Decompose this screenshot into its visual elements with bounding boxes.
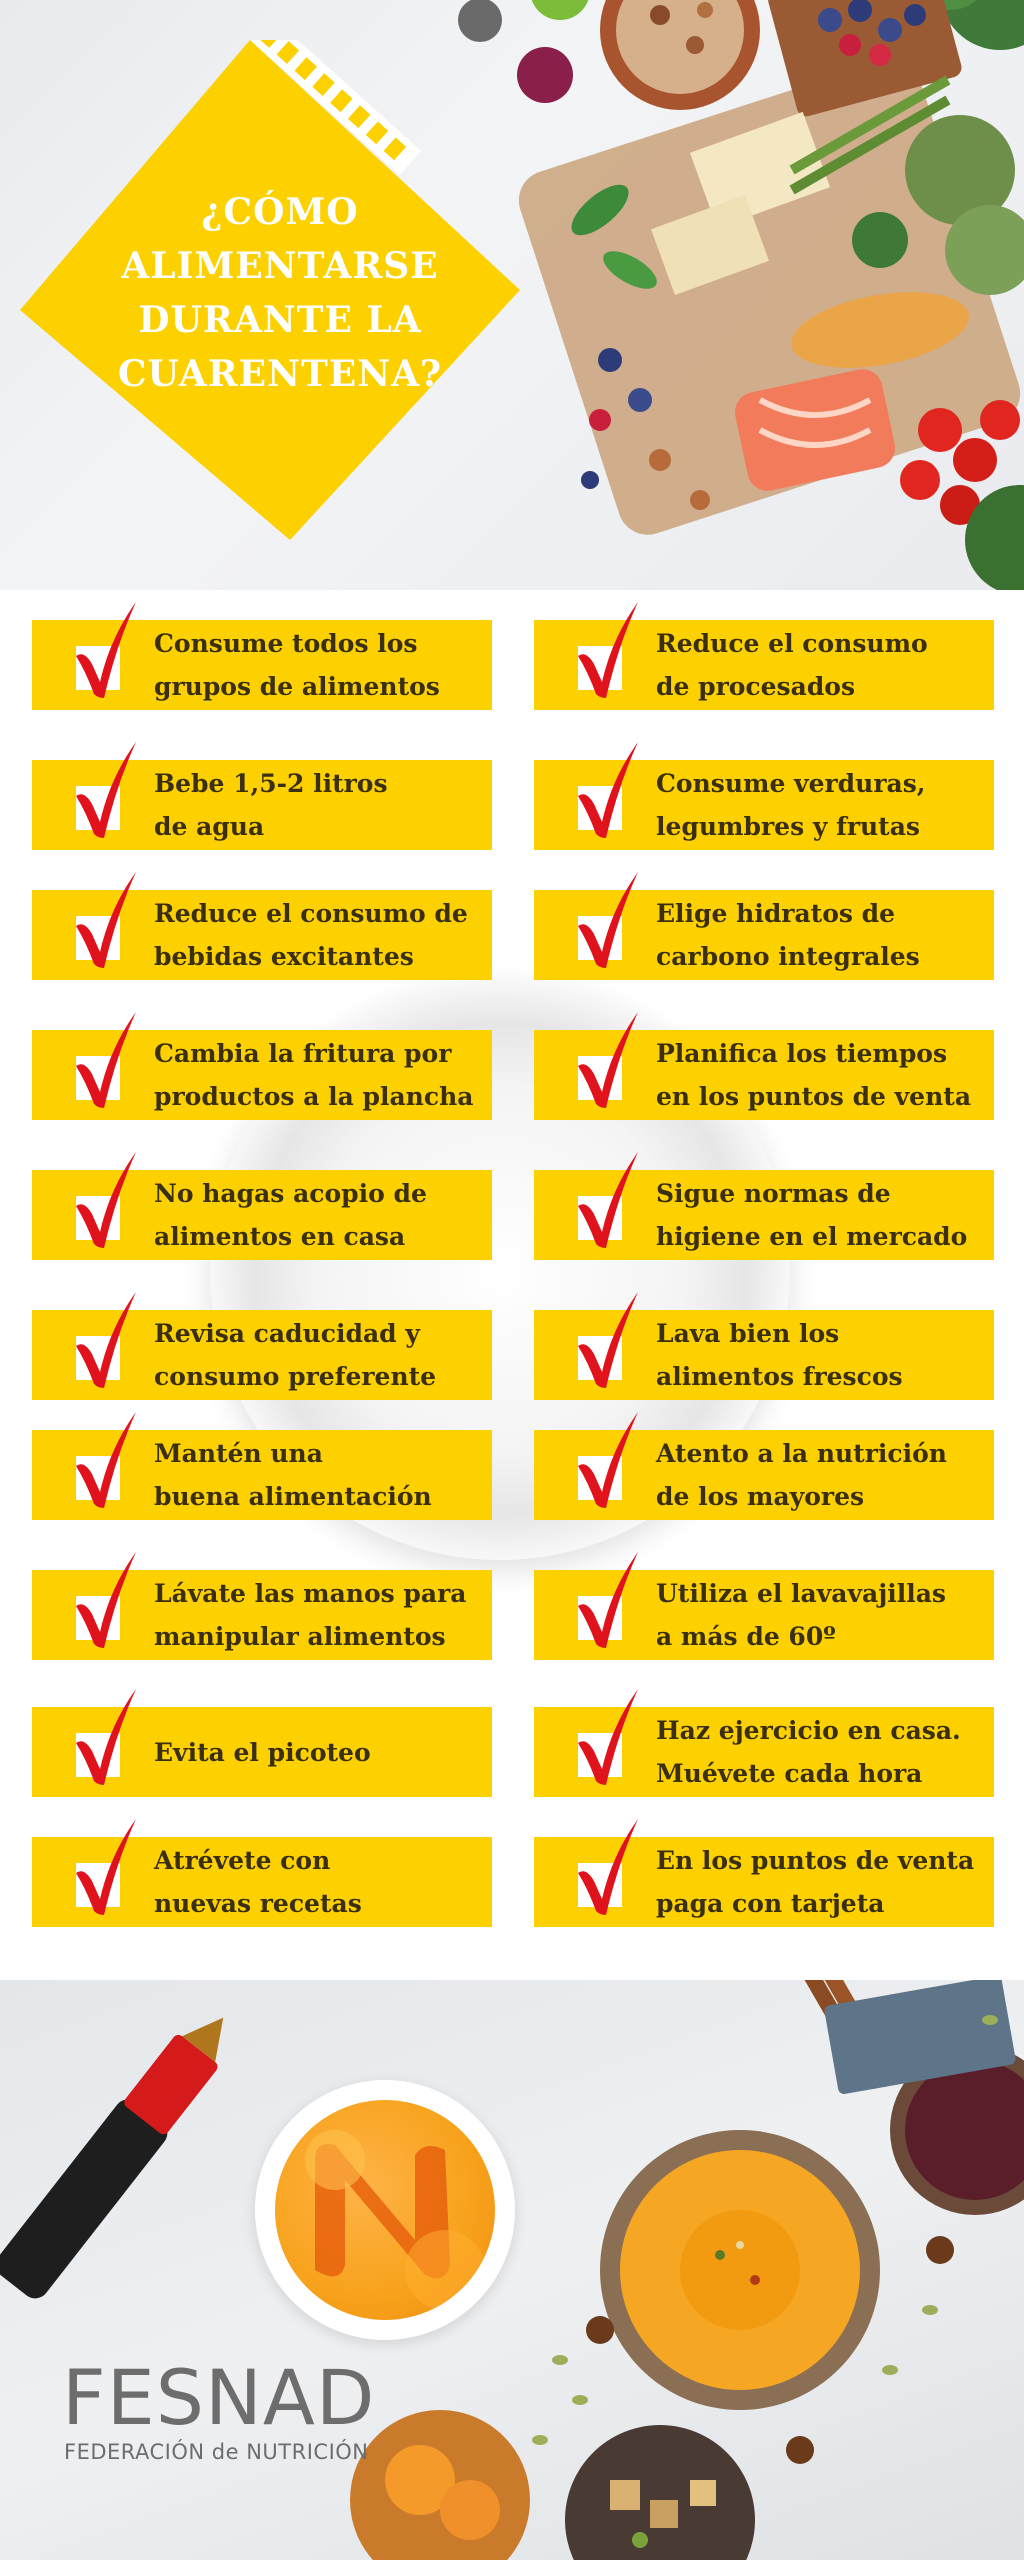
checkmark-icon (572, 598, 642, 702)
tip-text: Consume todos los grupos de alimentos (154, 629, 440, 701)
checkmark-icon (572, 738, 642, 842)
tip-text: Lava bien los alimentos frescos (656, 1319, 903, 1391)
tip-item (32, 1570, 492, 1660)
tip-text: Sigue normas de higiene en el mercado (656, 1179, 968, 1251)
tip-text: Reduce el consumo de bebidas excitantes (154, 899, 468, 971)
tip-text: Cambia la fritura por productos a la plancha (154, 1039, 474, 1111)
tip-text: Mantén una buena alimentación (154, 1439, 432, 1511)
tip-text: Consume verduras, legumbres y frutas (656, 769, 926, 841)
tip-text: En los puntos de venta paga con tarjeta (656, 1846, 975, 1918)
tip-text: Atento a la nutrición de los mayores (656, 1439, 947, 1511)
tip-text: Elige hidratos de carbono integrales (656, 899, 920, 971)
tip-item (534, 620, 994, 710)
tip-text: No hagas acopio de alimentos en casa (154, 1179, 427, 1251)
tip-item (534, 1570, 994, 1660)
logo-n-icon (275, 2100, 495, 2320)
tip-item (32, 1170, 492, 1260)
tip-item (534, 890, 994, 980)
footer-section (0, 1980, 1024, 2560)
checkmark-icon (70, 1548, 140, 1652)
tip-text: Evita el picoteo (154, 1737, 371, 1767)
tip-item (534, 1707, 994, 1797)
title-line: CUARENTENA? (117, 353, 443, 395)
tip-text: Revisa caducidad y consumo preferente (154, 1319, 437, 1391)
tip-item (534, 1837, 994, 1927)
tips-section (0, 590, 1024, 1980)
checkmark-icon (572, 868, 642, 972)
checkmark-icon (70, 1815, 140, 1919)
logo-emblem (275, 2100, 495, 2320)
title-line: ALIMENTARSE (121, 245, 439, 287)
tip-text: Utiliza el lavavajillas a más de 60º (656, 1579, 947, 1651)
hero-section (0, 0, 1024, 590)
fesnad-logo (255, 2080, 515, 2340)
tip-text: Planifica los tiempos en los puntos de venta (656, 1039, 972, 1111)
checkmark-icon (70, 1008, 140, 1112)
tip-text: Reduce el consumo de procesados (656, 629, 928, 701)
tip-item (534, 1310, 994, 1400)
checkmark-icon (70, 868, 140, 972)
checkmark-icon (572, 1685, 642, 1789)
tip-item (534, 1430, 994, 1520)
tip-item (32, 890, 492, 980)
checkmark-icon (70, 598, 140, 702)
checkmark-icon (572, 1548, 642, 1652)
checkmark-icon (70, 1288, 140, 1392)
org-name: FESNAD (62, 2353, 376, 2442)
tip-text: Lávate las manos para manipular alimentos (154, 1579, 467, 1651)
tip-item (32, 1707, 492, 1797)
title-line: DURANTE LA (138, 299, 422, 341)
checkmark-icon (70, 1685, 140, 1789)
tip-item (32, 760, 492, 850)
tip-text: Atrévete con nuevas recetas (154, 1846, 362, 1918)
footer-illustration (0, 1980, 1024, 2560)
checkmark-icon (572, 1288, 642, 1392)
checkmark-icon (70, 1148, 140, 1252)
title-line: ¿CÓMO (201, 191, 359, 233)
org-subtitle: FEDERACIÓN de NUTRICIÓN (64, 2440, 369, 2464)
tip-text: Bebe 1,5-2 litros de agua (154, 769, 388, 841)
tip-item (32, 620, 492, 710)
tip-item (534, 1030, 994, 1120)
tip-item (534, 1170, 994, 1260)
checkmark-icon (572, 1815, 642, 1919)
checkmark-icon (70, 738, 140, 842)
tip-text: Haz ejercicio en casa. Muévete cada hora (656, 1716, 961, 1788)
checkmark-icon (572, 1148, 642, 1252)
tip-item (32, 1030, 492, 1120)
tip-item (32, 1430, 492, 1520)
checkmark-icon (70, 1408, 140, 1512)
tip-item (32, 1837, 492, 1927)
checkmark-icon (572, 1408, 642, 1512)
page-title (80, 185, 480, 401)
tip-item (32, 1310, 492, 1400)
checkmark-icon (572, 1008, 642, 1112)
tip-item (534, 760, 994, 850)
